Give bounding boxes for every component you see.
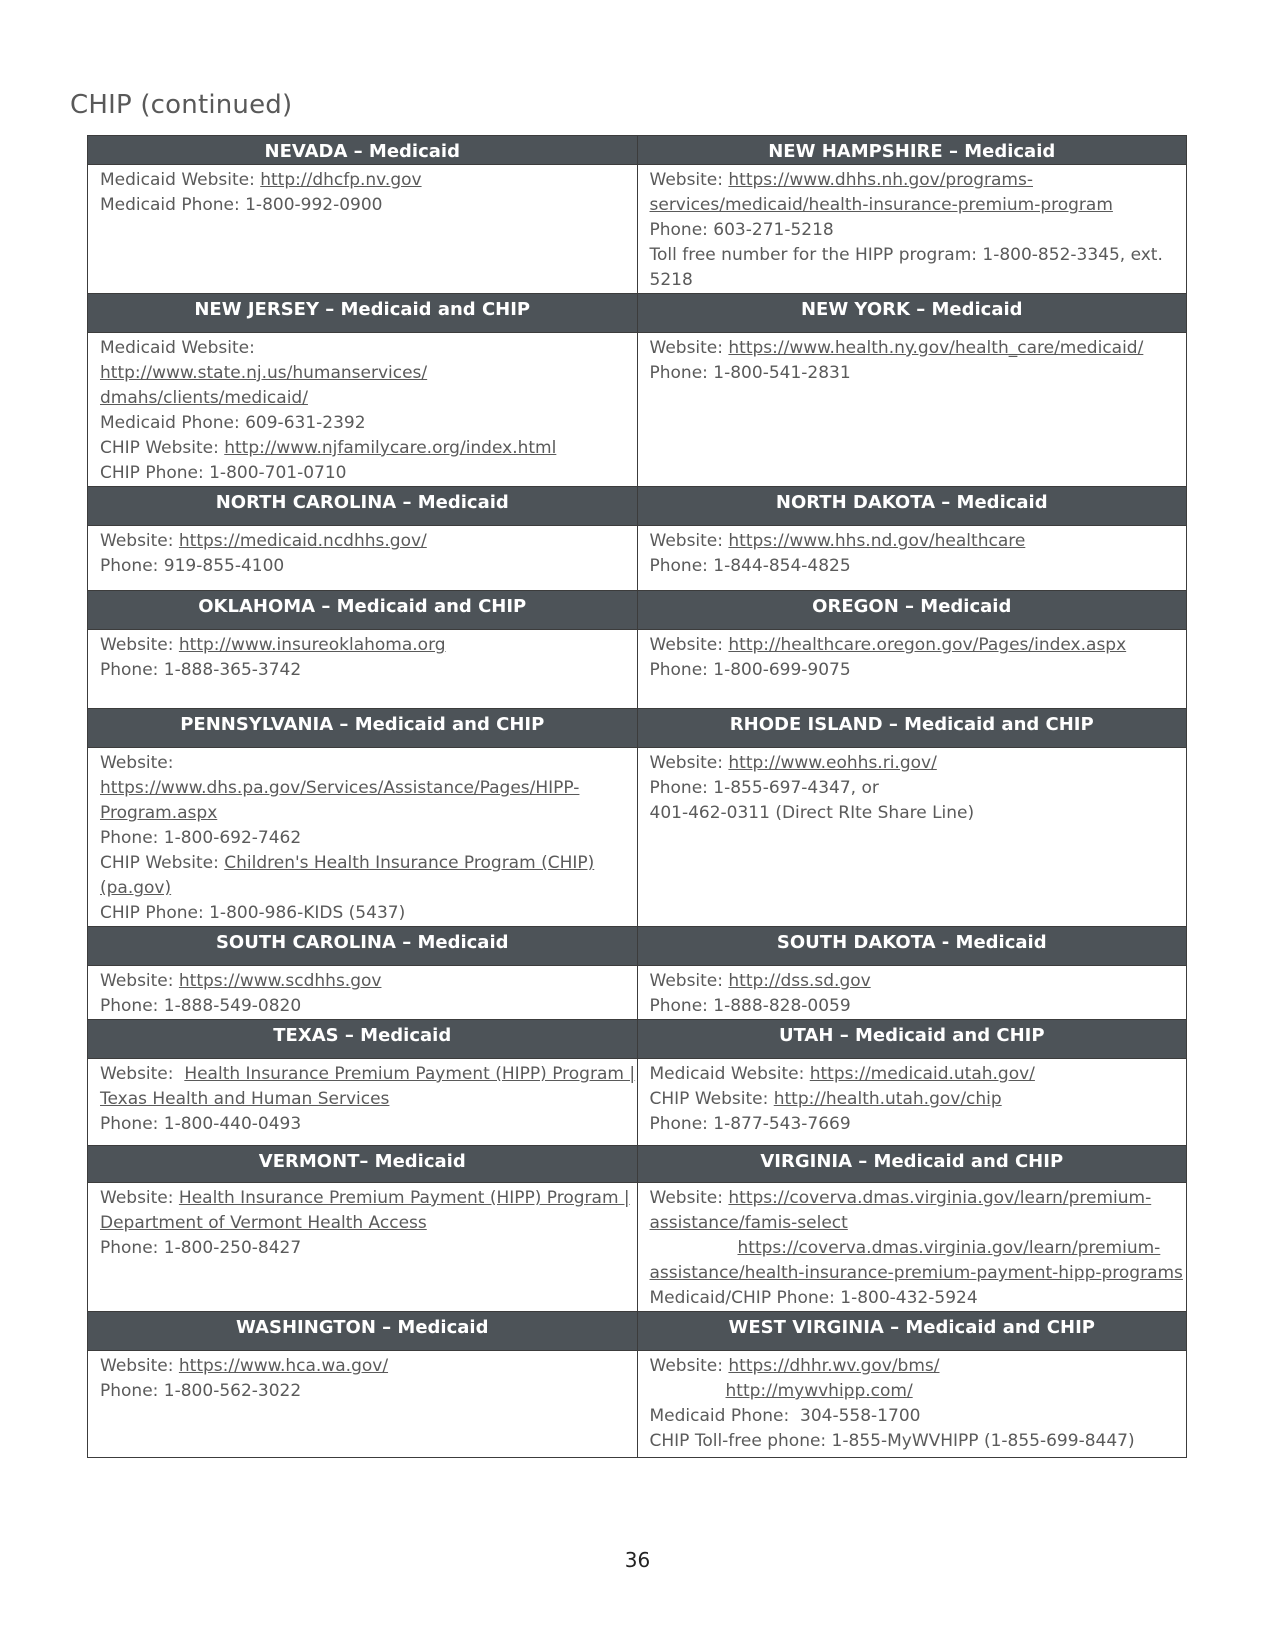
state-details-row <box>88 748 1187 927</box>
contact-link[interactable]: http://www.insureoklahoma.org <box>178 635 446 655</box>
contact-line <box>100 1354 625 1379</box>
state-header: NEW JERSEY – Medicaid and CHIP <box>88 294 638 333</box>
contact-label: Website: <box>649 1356 729 1376</box>
contact-label: Medicaid Phone: 609-631-2392 <box>100 413 366 433</box>
contact-label: Website: <box>649 635 729 655</box>
contact-line <box>650 243 1175 268</box>
contact-line <box>650 994 1175 1019</box>
contact-line <box>650 1112 1175 1137</box>
contact-line <box>650 1429 1175 1454</box>
contact-label: Website: <box>100 1188 179 1208</box>
contact-label: Phone: 603-271-5218 <box>649 220 834 240</box>
contact-line <box>650 969 1175 994</box>
contact-link[interactable]: Health Insurance Premium Payment (HIPP) Program | <box>178 1188 630 1208</box>
contact-label: Website: <box>100 531 179 551</box>
contact-link[interactable]: http://healthcare.oregon.gov/Pages/index.aspx <box>728 635 1127 655</box>
state-header: RHODE ISLAND – Medicaid and CHIP <box>637 709 1187 748</box>
contact-link[interactable]: https://medicaid.ncdhhs.gov/ <box>178 531 427 551</box>
contact-line <box>100 633 625 658</box>
contact-line <box>650 268 1175 293</box>
table-body <box>88 136 1187 1458</box>
contact-link[interactable]: services/medicaid/health-insurance-premium-program <box>649 195 1113 215</box>
state-header: TEXAS – Medicaid <box>88 1020 638 1059</box>
state-header-row <box>88 294 1187 333</box>
contact-label: 401-462-0311 (Direct RIte Share Line) <box>649 803 975 823</box>
contact-line <box>649 1261 1183 1286</box>
state-header: SOUTH DAKOTA - Medicaid <box>637 927 1187 966</box>
state-details-row <box>88 1059 1187 1146</box>
contact-line <box>100 826 625 851</box>
contact-link[interactable]: http://dhcfp.nv.gov <box>260 170 422 190</box>
contact-label: Website: <box>100 971 179 991</box>
contact-label: CHIP Website: <box>649 1089 774 1109</box>
state-contact-cell <box>637 966 1187 1020</box>
contact-line <box>650 1286 1175 1311</box>
state-details-row <box>88 165 1187 294</box>
state-header: UTAH – Medicaid and CHIP <box>637 1020 1187 1059</box>
contact-link[interactable]: Department of Vermont Health Access <box>100 1213 427 1233</box>
state-header: PENNSYLVANIA – Medicaid and CHIP <box>88 709 638 748</box>
contact-label: Phone: 1-888-549-0820 <box>100 996 302 1016</box>
contact-link[interactable]: assistance/famis-select <box>649 1213 848 1233</box>
state-header-row <box>88 927 1187 966</box>
contact-link[interactable]: Children's Health Insurance Program (CHIP) <box>224 853 595 873</box>
state-details-row <box>88 1351 1187 1458</box>
contact-label: CHIP Phone: 1-800-986-KIDS (5437) <box>100 903 406 923</box>
contact-link[interactable]: https://coverva.dmas.virginia.gov/learn/premium- <box>728 1188 1152 1208</box>
contact-label: Phone: 1-800-250-8427 <box>100 1238 302 1258</box>
state-contact-cell <box>88 526 638 591</box>
state-header-row <box>88 591 1187 630</box>
contact-line <box>100 411 625 436</box>
state-header-row <box>88 1312 1187 1351</box>
contact-line <box>650 751 1175 776</box>
contact-line <box>100 529 625 554</box>
contact-link[interactable]: http://dss.sd.gov <box>728 971 871 991</box>
contact-link[interactable]: https://www.hhs.nd.gov/healthcare <box>728 531 1026 551</box>
contact-label: Phone: 1-800-440-0493 <box>100 1114 302 1134</box>
state-contact-cell <box>637 748 1187 927</box>
contact-line <box>650 658 1175 683</box>
contact-line <box>100 193 625 218</box>
contact-line <box>100 851 625 876</box>
contact-label: Website: <box>100 635 179 655</box>
contact-link[interactable]: https://www.hca.wa.gov/ <box>178 1356 389 1376</box>
state-details-row <box>88 966 1187 1020</box>
contact-label: Phone: 1-888-365-3742 <box>100 660 302 680</box>
contact-label: Website: <box>649 170 729 190</box>
contact-link[interactable]: http://health.utah.gov/chip <box>773 1089 1002 1109</box>
contact-line <box>650 193 1175 218</box>
contact-line <box>650 554 1175 579</box>
contact-line <box>100 336 625 361</box>
contact-link[interactable]: dmahs/clients/medicaid/ <box>100 388 308 408</box>
contact-line <box>100 969 625 994</box>
state-contact-table <box>87 135 1187 1458</box>
contact-label: Medicaid Phone: 304-558-1700 <box>649 1406 921 1426</box>
contact-label: Medicaid Website: <box>100 338 255 358</box>
state-header-row <box>88 709 1187 748</box>
contact-line <box>100 994 625 1019</box>
state-header: VIRGINIA – Medicaid and CHIP <box>637 1146 1187 1183</box>
state-contact-cell <box>637 1183 1187 1312</box>
contact-link[interactable]: (pa.gov) <box>100 878 172 898</box>
contact-line <box>650 336 1175 361</box>
contact-line <box>100 1112 625 1137</box>
contact-label: Medicaid Website: <box>100 170 261 190</box>
contact-link[interactable]: Texas Health and Human Services <box>100 1089 390 1109</box>
state-contact-cell <box>88 165 638 294</box>
contact-line <box>100 168 625 193</box>
contact-label: Phone: 1-800-692-7462 <box>100 828 302 848</box>
state-header: NORTH DAKOTA – Medicaid <box>637 487 1187 526</box>
contact-line <box>650 361 1175 386</box>
contact-line <box>650 1404 1175 1429</box>
state-contact-cell <box>637 1351 1187 1458</box>
contact-link[interactable]: https://medicaid.utah.gov/ <box>809 1064 1035 1084</box>
contact-line <box>100 436 625 461</box>
contact-label: Website: <box>649 971 729 991</box>
contact-label: Website: <box>100 1064 185 1084</box>
state-header-row <box>88 1020 1187 1059</box>
state-header-row <box>88 136 1187 165</box>
contact-label: Website: <box>649 338 729 358</box>
contact-line <box>100 1236 625 1261</box>
state-details-row <box>88 333 1187 487</box>
contact-line <box>100 1379 625 1404</box>
contact-line <box>650 1186 1175 1211</box>
contact-label: CHIP Phone: 1-800-701-0710 <box>100 463 347 483</box>
contact-label: CHIP Website: <box>100 853 225 873</box>
state-contact-cell <box>637 630 1187 709</box>
state-contact-cell <box>637 333 1187 487</box>
contact-label: Phone: 1-800-699-9075 <box>649 660 851 680</box>
contact-line <box>100 901 625 926</box>
contact-link[interactable]: https://www.health.ny.gov/health_care/medicaid/ <box>728 338 1144 358</box>
contact-link[interactable]: https://dhhr.wv.gov/bms/ <box>728 1356 940 1376</box>
contact-link[interactable]: https://www.scdhhs.gov <box>178 971 382 991</box>
contact-label: 5218 <box>649 270 693 290</box>
state-contact-cell <box>637 1059 1187 1146</box>
contact-line <box>100 876 625 901</box>
contact-line <box>100 386 625 411</box>
contact-link[interactable]: https://www.dhhs.nh.gov/programs- <box>728 170 1033 190</box>
state-header: NEW YORK – Medicaid <box>637 294 1187 333</box>
contact-label: Website: <box>100 753 174 773</box>
contact-line <box>650 1211 1175 1236</box>
state-header: VERMONT– Medicaid <box>88 1146 638 1183</box>
state-details-row <box>88 630 1187 709</box>
contact-link[interactable]: Health Insurance Premium Payment (HIPP) Program | <box>184 1064 636 1084</box>
contact-label: Website: <box>649 531 729 551</box>
state-contact-cell <box>88 630 638 709</box>
contact-line <box>650 1379 1175 1404</box>
contact-line <box>650 1087 1175 1112</box>
state-contact-cell <box>637 526 1187 591</box>
contact-label: CHIP Toll-free phone: 1-855-MyWVHIPP (1-855-699-8447) <box>649 1431 1135 1451</box>
contact-label: Phone: 1-888-828-0059 <box>649 996 851 1016</box>
state-header: WEST VIRGINIA – Medicaid and CHIP <box>637 1312 1187 1351</box>
state-header: NORTH CAROLINA – Medicaid <box>88 487 638 526</box>
state-header: NEW HAMPSHIRE – Medicaid <box>637 136 1187 165</box>
contact-line <box>100 801 625 826</box>
contact-link[interactable]: http://www.njfamilycare.org/index.html <box>224 438 557 458</box>
state-contact-cell <box>88 748 638 927</box>
state-contact-cell <box>88 1351 638 1458</box>
contact-link[interactable]: http://mywvhipp.com/ <box>725 1381 913 1401</box>
contact-line <box>650 801 1175 826</box>
state-header: NEVADA – Medicaid <box>88 136 638 165</box>
contact-line <box>650 1236 1175 1261</box>
contact-label: Toll free number for the HIPP program: 1-800-852-3345, ext. <box>649 245 1163 265</box>
contact-line <box>100 361 625 386</box>
state-header: OREGON – Medicaid <box>637 591 1187 630</box>
contact-line <box>100 1211 625 1236</box>
contact-label: CHIP Website: <box>100 438 225 458</box>
contact-link[interactable]: Program.aspx <box>100 803 218 823</box>
state-header-row <box>88 487 1187 526</box>
state-contact-cell <box>88 333 638 487</box>
contact-link[interactable]: https://www.dhs.pa.gov/Services/Assistance/Pages/HIPP- <box>100 778 580 798</box>
contact-line <box>650 633 1175 658</box>
contact-label: Phone: 919-855-4100 <box>100 556 285 576</box>
contact-link[interactable]: assistance/health-insurance-premium-payment-hipp-programs <box>649 1263 1183 1283</box>
state-contact-cell <box>88 1183 638 1312</box>
state-contact-cell <box>88 966 638 1020</box>
contact-line <box>650 529 1175 554</box>
contact-line <box>100 1186 630 1211</box>
page-heading: CHIP (continued) <box>70 90 293 120</box>
contact-label: Medicaid Website: <box>649 1064 810 1084</box>
contact-label: Website: <box>649 753 729 773</box>
state-details-row <box>88 1183 1187 1312</box>
contact-line <box>100 1062 636 1087</box>
contact-line <box>100 658 625 683</box>
state-details-row <box>88 526 1187 591</box>
contact-link[interactable]: http://www.eohhs.ri.gov/ <box>728 753 937 773</box>
state-contact-cell <box>88 1059 638 1146</box>
contact-label: Website: <box>100 1356 179 1376</box>
contact-label: Phone: 1-855-697-4347, or <box>649 778 879 798</box>
contact-line <box>100 1087 625 1112</box>
contact-line <box>650 1354 1175 1379</box>
contact-line <box>100 461 625 486</box>
contact-line <box>100 554 625 579</box>
state-header: SOUTH CAROLINA – Medicaid <box>88 927 638 966</box>
contact-label: Phone: 1-877-543-7669 <box>649 1114 851 1134</box>
contact-label: Phone: 1-800-562-3022 <box>100 1381 302 1401</box>
contact-line <box>650 218 1175 243</box>
state-header-row <box>88 1146 1187 1183</box>
contact-label: Medicaid Phone: 1-800-992-0900 <box>100 195 383 215</box>
contact-label: Phone: 1-844-854-4825 <box>649 556 851 576</box>
contact-label: Phone: 1-800-541-2831 <box>649 363 851 383</box>
contact-line <box>650 776 1175 801</box>
state-header: WASHINGTON – Medicaid <box>88 1312 638 1351</box>
contact-line <box>650 168 1175 193</box>
contact-line <box>100 776 625 801</box>
contact-link[interactable]: https://coverva.dmas.virginia.gov/learn/premium- <box>737 1238 1161 1258</box>
contact-line <box>100 751 625 776</box>
page-number: 36 <box>624 1548 651 1572</box>
contact-link[interactable]: http://www.state.nj.us/humanservices/ <box>100 363 428 383</box>
state-contact-cell <box>637 165 1187 294</box>
state-header: OKLAHOMA – Medicaid and CHIP <box>88 591 638 630</box>
contact-line <box>650 1062 1175 1087</box>
contact-label: Website: <box>649 1188 729 1208</box>
contact-label: Medicaid/CHIP Phone: 1-800-432-5924 <box>649 1288 978 1308</box>
